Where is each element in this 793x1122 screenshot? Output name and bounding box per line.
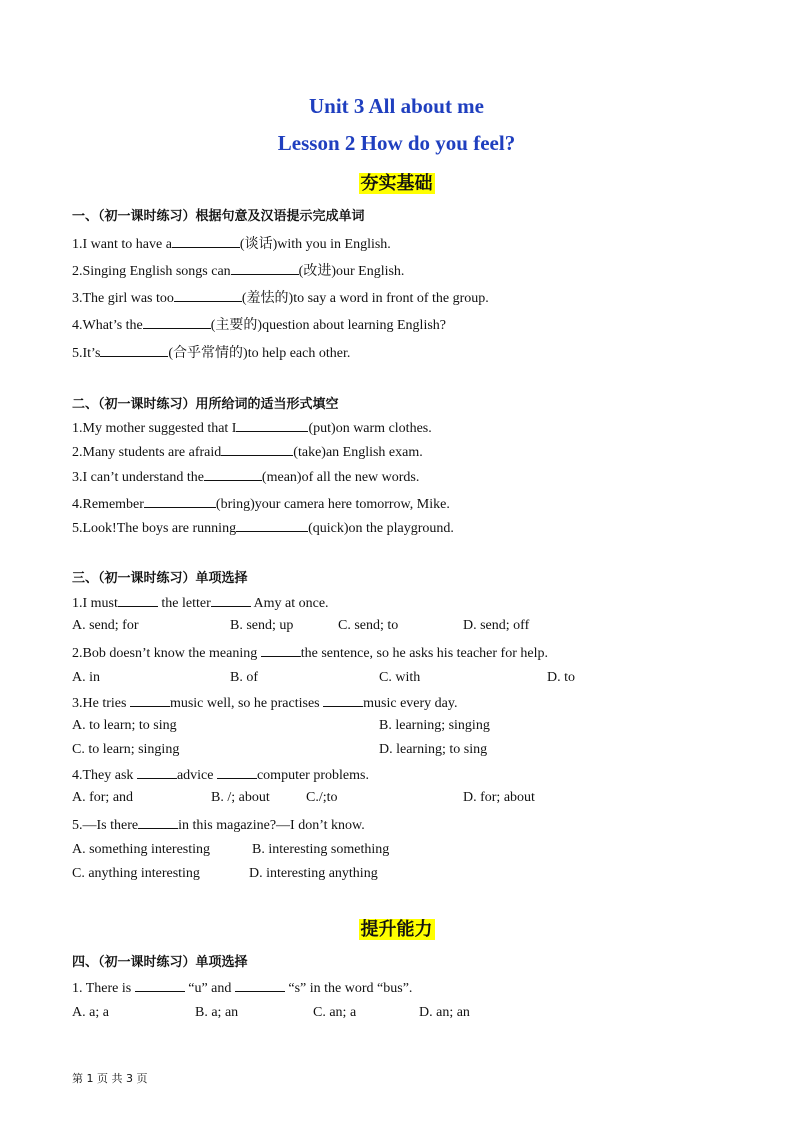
s1-question-4: 4.What’s the (主要的)question about learning English?: [72, 318, 446, 333]
s2-question-1: 1.My mother suggested that I (put)on warm clothes.: [72, 421, 432, 436]
s1-question-2: 2.Singing English songs can (改进)our English.: [72, 264, 405, 279]
s4-q1-option-d[interactable]: D. an; an: [419, 1005, 470, 1020]
answer-blank[interactable]: [143, 316, 211, 329]
answer-blank[interactable]: [172, 235, 240, 248]
s3-q4-option-c[interactable]: C./;to: [306, 790, 338, 805]
s3-q1-option-b[interactable]: B. send; up: [230, 618, 294, 633]
s3-q2-option-b[interactable]: B. of: [230, 670, 258, 685]
section-1-heading: 一、（初一课时练习）根据句意及汉语提示完成单词: [72, 209, 365, 224]
s3-q2-option-c[interactable]: C. with: [379, 670, 421, 685]
section-banner-improve: [0, 915, 793, 941]
s4-q1-option-b[interactable]: B. a; an: [195, 1005, 239, 1020]
answer-blank[interactable]: [138, 816, 178, 829]
answer-blank[interactable]: [174, 289, 242, 302]
answer-blank[interactable]: [236, 419, 308, 432]
answer-blank[interactable]: [231, 262, 299, 275]
s3-q4-option-d[interactable]: D. for; about: [463, 790, 535, 805]
s3-q1-option-d[interactable]: D. send; off: [463, 618, 530, 633]
s3-question-4: 4.They ask advice computer problems.: [72, 768, 369, 783]
s3-question-1: 1.I must the letter Amy at once.: [72, 596, 329, 611]
s3-q1-option-c[interactable]: C. send; to: [338, 618, 399, 633]
answer-blank[interactable]: [261, 644, 301, 657]
answer-blank[interactable]: [135, 979, 185, 992]
s2-question-5: 5.Look!The boys are running (quick)on the playground.: [72, 521, 454, 536]
s2-question-3: 3.I can’t understand the (mean)of all the new words.: [72, 470, 420, 485]
answer-blank[interactable]: [144, 495, 216, 508]
s4-question-1: 1. There is “u” and “s” in the word “bus”.: [72, 981, 413, 996]
answer-blank[interactable]: [236, 519, 308, 532]
answer-blank[interactable]: [204, 468, 262, 481]
s3-q5-option-d[interactable]: D. interesting anything: [249, 866, 378, 881]
s3-q1-option-a[interactable]: A. send; for: [72, 618, 139, 633]
answer-blank[interactable]: [211, 594, 251, 607]
s3-q3-option-b[interactable]: B. learning; singing: [379, 718, 490, 733]
s3-q5-option-c[interactable]: C. anything interesting: [72, 866, 200, 881]
banner-basics-text: 夯实基础: [360, 173, 433, 194]
answer-blank[interactable]: [100, 344, 168, 357]
lesson-title: Lesson 2 How do you feel?: [277, 131, 516, 155]
s2-question-2: 2.Many students are afraid (take)an English exam.: [72, 445, 423, 460]
s3-q5-option-a[interactable]: A. something interesting: [72, 842, 211, 857]
section-4-heading: 四、（初一课时练习）单项选择: [72, 955, 248, 970]
s3-q5-option-b[interactable]: B. interesting something: [252, 842, 390, 857]
page-footer: 第 1 页 共 3 页: [72, 1072, 148, 1085]
s3-q4-option-b[interactable]: B. /; about: [211, 790, 270, 805]
banner-improve-text: 提升能力: [360, 919, 433, 940]
s3-q3-option-c[interactable]: C. to learn; singing: [72, 742, 180, 757]
s3-q3-option-a[interactable]: A. to learn; to sing: [72, 718, 177, 733]
answer-blank[interactable]: [130, 694, 170, 707]
answer-blank[interactable]: [323, 694, 363, 707]
answer-blank[interactable]: [137, 766, 177, 779]
section-3-heading: 三、（初一课时练习）单项选择: [72, 571, 248, 586]
s3-q2-option-a[interactable]: A. in: [72, 670, 100, 685]
s1-question-3: 3.The girl was too (羞怯的)to say a word in front of the group.: [72, 291, 489, 306]
answer-blank[interactable]: [235, 979, 285, 992]
section-2-heading: 二、（初一课时练习）用所给词的适当形式填空: [72, 397, 339, 412]
answer-blank[interactable]: [221, 443, 293, 456]
answer-blank[interactable]: [217, 766, 257, 779]
section-banner-basics: [0, 169, 793, 195]
s3-question-3: 3.He tries music well, so he practises music every day.: [72, 696, 458, 711]
s3-q2-option-d[interactable]: D. to: [547, 670, 575, 685]
s1-question-5: 5.It’s (合乎常情的)to help each other.: [72, 346, 351, 361]
s4-q1-option-c[interactable]: C. an; a: [313, 1005, 357, 1020]
s4-q1-option-a[interactable]: A. a; a: [72, 1005, 109, 1020]
s1-question-1: 1.I want to have a (谈话)with you in English.: [72, 237, 391, 252]
s2-question-4: 4.Remember (bring)your camera here tomorrow, Mike.: [72, 497, 450, 512]
s3-question-5: 5.—Is there in this magazine?—I don’t know.: [72, 818, 365, 833]
s3-question-2: 2.Bob doesn’t know the meaning the sentence, so he asks his teacher for help.: [72, 646, 548, 661]
answer-blank[interactable]: [118, 594, 158, 607]
s3-q4-option-a[interactable]: A. for; and: [72, 790, 134, 805]
unit-title: Unit 3 All about me: [308, 94, 484, 118]
s3-q3-option-d[interactable]: D. learning; to sing: [379, 742, 488, 757]
